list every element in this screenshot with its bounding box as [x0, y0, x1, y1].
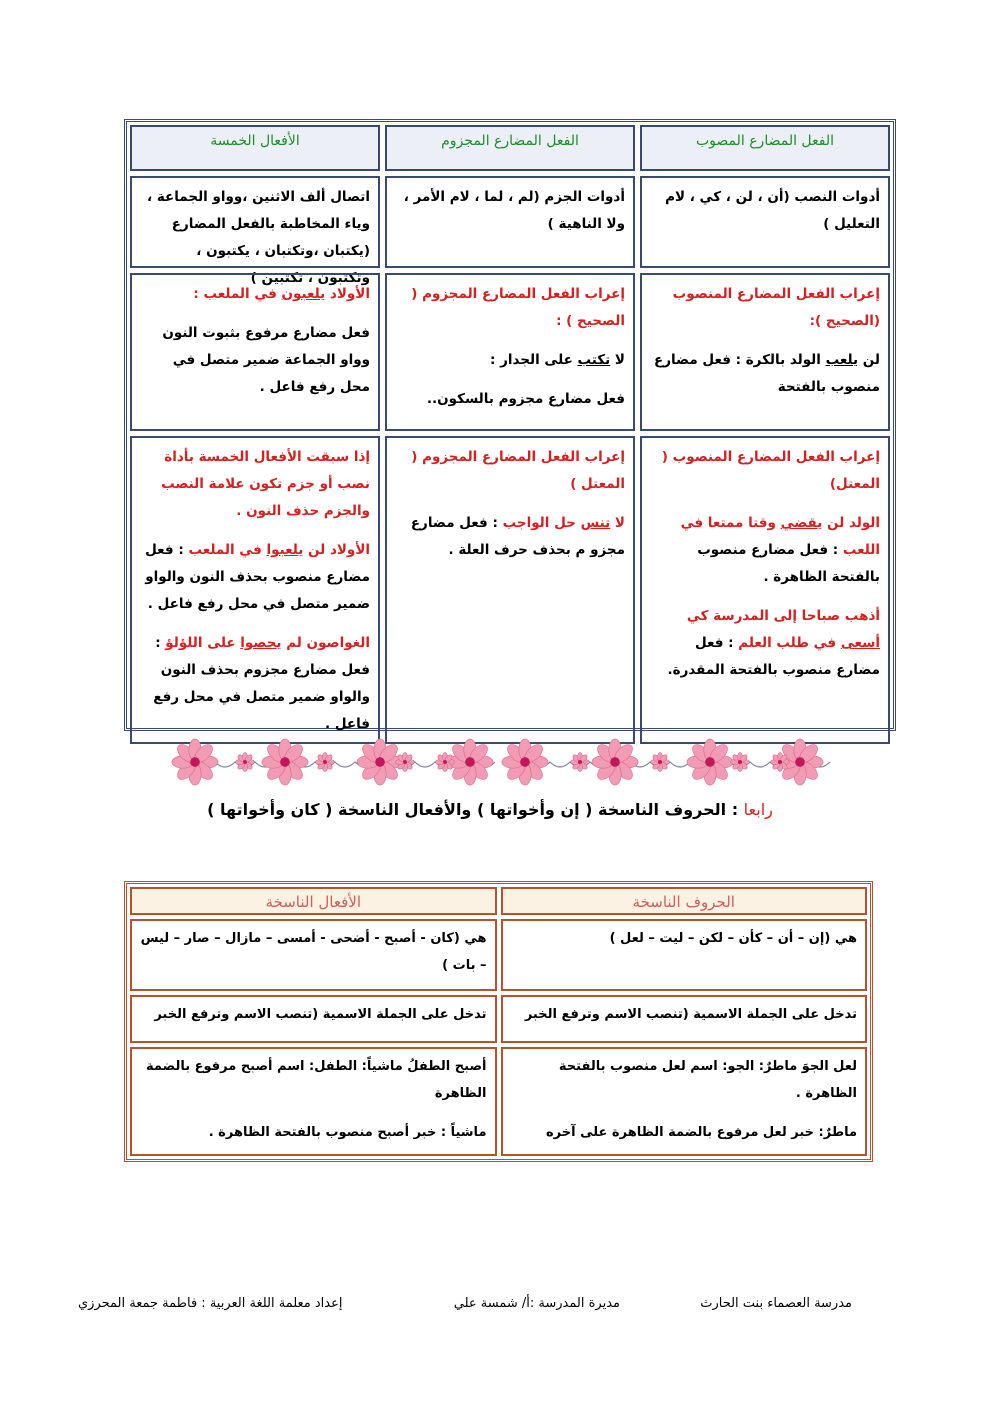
flower-icon — [592, 739, 638, 785]
flower-icon — [651, 753, 670, 772]
huruf-example-2: ماطرٌ: خبر لعل مرفوع بالضمة الظاهرة على آخره — [545, 1125, 857, 1140]
majzoom-sahih-example: لا تكتب على الجدار : — [489, 352, 625, 368]
flower-icon — [436, 753, 455, 772]
afal-example-2: ماشياً : خبر أصبح منصوب بالفتحة الظاهرة . — [208, 1125, 487, 1140]
cell-afal-effect: تدخل على الجملة الاسمية (تنصب الاسم وترفع الخبر — [130, 995, 497, 1043]
majzoom-sahih-title: إعراب الفعل المضارع المجزوم ( الصحيح ) : — [411, 286, 625, 329]
heading-lead: رابعا — [743, 800, 773, 819]
afal-example-1: أصبح الطفلُ ماشياً: الطفل: اسم أصبح مرفوع بالضمة الظاهرة — [146, 1059, 487, 1101]
nawasikh-table — [124, 881, 873, 1162]
cell-huruf-effect: تدخل على الجملة الاسمية (تنصب الاسم وترفع الخبر — [501, 995, 868, 1043]
flower-icon — [316, 753, 335, 772]
section-heading — [190, 800, 790, 819]
cell-mansub-sahih — [640, 273, 890, 431]
header-mansub: الفعل المضارع المصوب — [640, 125, 890, 171]
flower-chain-right — [502, 739, 830, 785]
flower-icon — [771, 753, 790, 772]
footer-school: مدرسة العصماء بنت الحارث — [700, 1296, 852, 1311]
header-five-verbs: الأفعال الخمسة — [130, 125, 380, 171]
header-huruf: الحروف الناسخة — [501, 887, 868, 915]
five-verbs-rule: إذا سبقت الأفعال الخمسة بأداة نصب أو جزم تكون علامة النصب والجزم حذف النون . — [161, 449, 370, 519]
five-verbs-raf-note: فعل مضارع مرفوع بثبوت النون وواو الجماعة ضمير متصل في محل رفع فاعل . — [162, 325, 370, 395]
verbs-table — [124, 119, 896, 731]
footer-principal: مديرة المدرسة :أ/ شمسة علي — [453, 1296, 620, 1311]
flower-icon — [571, 753, 590, 772]
mansub-mutal-example-1: الولد لن يقضي وقتا ممتعا في اللعب : فعل مضارع منصوب بالفتحة الظاهرة . — [680, 515, 880, 585]
cell-mansub-mutal — [640, 436, 890, 744]
cell-afal-list: هي (كان - أصبح - أضحى - أمسى – مازال – صار – ليس – بات ) — [130, 919, 497, 991]
huruf-example-1: لعل الجوَ ماطرٌ: الجو: اسم لعل منصوب بالفتحة الظاهرة . — [558, 1059, 857, 1101]
cell-five-verbs-raf — [130, 273, 380, 431]
flower-divider — [165, 740, 825, 784]
flower-icon — [731, 753, 750, 772]
majzoom-mutal-example: لا تنس حل الواجب : فعل مضارع مجزو م بحذف حرف العلة . — [410, 515, 625, 558]
mansub-mutal-title: إعراب الفعل المضارع المنصوب ( المعتل) — [661, 449, 880, 492]
majzoom-sahih-note: فعل مضارع مجزوم بالسكون.. — [426, 391, 625, 407]
heading-text: : الحروف الناسخة ( إن وأخواتها ) والأفعال الناسخة ( كان وأخواتها ) — [207, 800, 744, 819]
cell-jazm-tools: أدوات الجزم (لم ، لما ، لام الأمر ، ولا الناهية ) — [385, 176, 635, 268]
majzoom-mutal-title: إعراب الفعل المضارع المجزوم ( المعتل ) — [411, 449, 625, 492]
mansub-mutal-example-2: أذهب صباحا إلى المدرسة كي أسعى في طلب العلم : فعل مضارع منصوب بالفتحة المقدرة. — [667, 608, 880, 678]
flower-icon — [236, 753, 255, 772]
cell-five-verbs-def: اتصال ألف الاثنين ،وواو الجماعة ، وياء المخاطبة بالفعل المضارع (يكتبان ،وتكتبان ، يكتبون ، وتكتبون ، تكتبين ) — [130, 176, 380, 268]
cell-afal-example — [130, 1047, 497, 1156]
cell-majzoom-mutal — [385, 436, 635, 744]
flower-chain-left — [172, 739, 495, 785]
mansub-sahih-example: لن يلعب الولد بالكرة : فعل مضارع منصوب بالفتحة — [653, 352, 880, 395]
flower-icon — [172, 739, 218, 785]
cell-nasb-tools: أدوات النصب (أن ، لن ، كي ، لام التعليل ) — [640, 176, 890, 268]
five-verbs-example-2: الغواصون لم يحصوا على اللؤلؤ : فعل مضارع مجزوم بحذف النون والواو ضمير متصل في محل رفع فاعل . — [153, 635, 370, 732]
footer-teacher: إعداد معلمة اللغة العربية : فاطمة جمعة المحرزي — [78, 1296, 343, 1311]
header-majzoom: الفعل المضارع المجزوم — [385, 125, 635, 171]
header-afal: الأفعال الناسخة — [130, 887, 497, 915]
cell-majzoom-sahih — [385, 273, 635, 431]
cell-five-verbs-nasb-jazm — [130, 436, 380, 744]
flower-icon — [262, 739, 308, 785]
five-verbs-raf-title: الأولاد يلعبون في الملعب : — [193, 286, 370, 302]
cell-huruf-example — [501, 1047, 868, 1156]
flower-icon — [502, 739, 548, 785]
cell-huruf-list: هي (إن – أن – كأن – لكن – ليت – لعل ) — [501, 919, 868, 991]
five-verbs-example-1: الأولاد لن يلعبوا في الملعب : فعل مضارع منصوب بحذف النون والواو ضمير متصل في محل رفع فاعل . — [145, 542, 370, 612]
mansub-sahih-title: إعراب الفعل المضارع المنصوب (الصحيح ): — [672, 286, 880, 329]
flower-icon — [687, 739, 733, 785]
flower-icon — [396, 753, 415, 772]
